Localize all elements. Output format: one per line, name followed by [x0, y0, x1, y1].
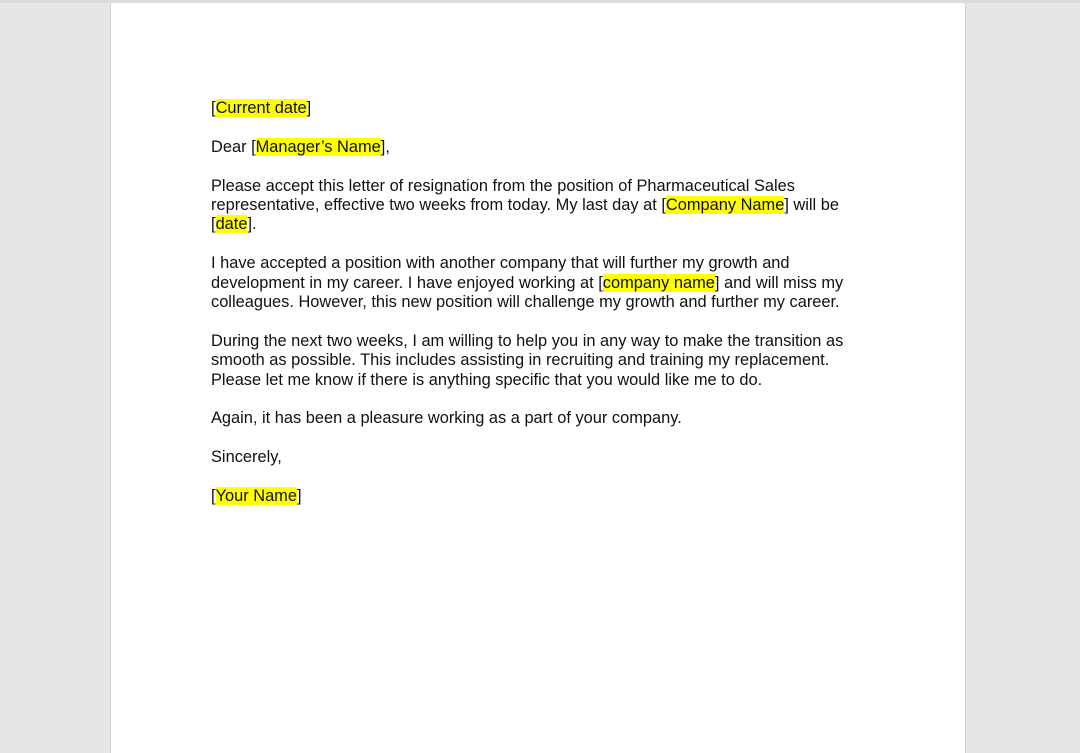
- paragraph-new-position: [211, 254, 871, 312]
- manager-name-placeholder: Manager’s Name: [255, 137, 381, 156]
- date-line: [211, 99, 871, 118]
- paragraph-transition: During the next two weeks, I am willing to help you in any way to make the transition as smooth as possible. This includes assisting in recruiting and training my replacement. Please let me know if there is anything specific that you would like me to do.: [211, 331, 844, 389]
- paragraph2-text-a: I have accepted a position with another company that will further my growth and development in my career. I have enjoyed working at [: [211, 254, 790, 292]
- bracket-close: ]: [296, 487, 302, 506]
- paragraph-resignation: [211, 177, 871, 235]
- paragraph1-text-a: Please accept this letter of resignation from the position of Pharmaceutical Sales representative, effective two weeks from today. My last day at [: [211, 176, 795, 214]
- last-day-date-placeholder: date: [215, 215, 248, 234]
- bracket-open: [: [211, 99, 216, 117]
- letter-body[interactable]: [211, 99, 871, 526]
- signature-line: [211, 487, 871, 506]
- paragraph2-text-b: ] and will miss my colleagues. However, this new position will challenge my growth and further my career.: [211, 273, 844, 312]
- company-name-lower-placeholder: company name: [602, 273, 715, 292]
- paragraph-pleasure: Again, it has been a pleasure working as a part of your company.: [211, 409, 682, 428]
- bracket-close: ]: [306, 99, 312, 117]
- salutation-prefix: Dear [: [211, 137, 256, 156]
- current-date-placeholder: Current date: [215, 99, 307, 117]
- company-name-placeholder: Company Name: [665, 196, 785, 214]
- paragraph1-text-c: ].: [247, 215, 257, 234]
- document-page[interactable]: [110, 3, 966, 753]
- closing-line: Sincerely,: [211, 448, 282, 467]
- salutation: [211, 138, 871, 157]
- bracket-open: [: [211, 487, 216, 506]
- your-name-placeholder: Your Name: [215, 487, 297, 506]
- paragraph1-text-b: ] will be [: [211, 196, 839, 234]
- salutation-suffix: ],: [380, 137, 390, 156]
